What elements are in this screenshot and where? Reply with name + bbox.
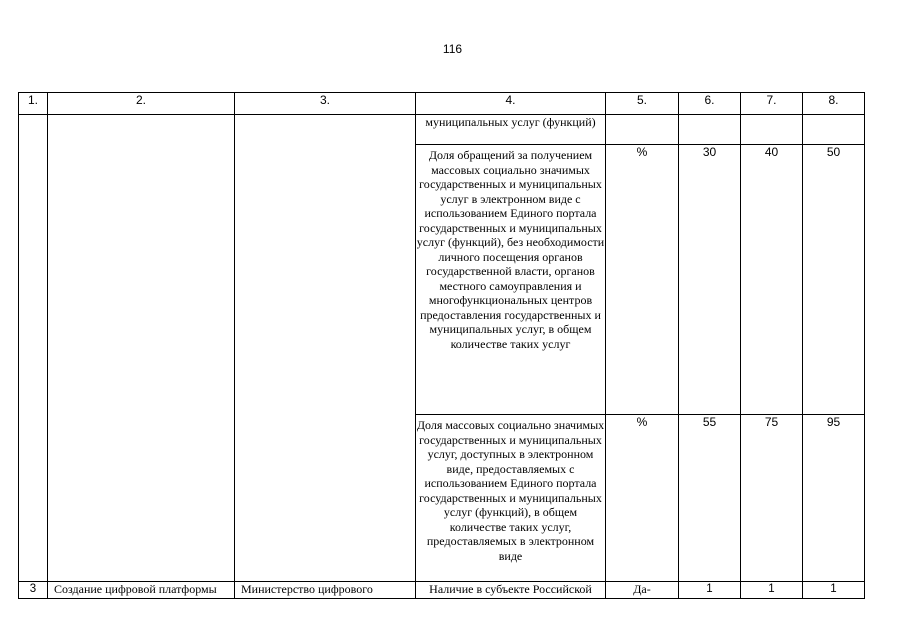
unit-cell: % bbox=[606, 145, 679, 415]
value-cell: 75 bbox=[741, 415, 803, 582]
value-cell bbox=[679, 115, 741, 145]
value-cell bbox=[803, 115, 865, 145]
value-cell: 1 bbox=[803, 582, 865, 599]
column-header: 6. bbox=[679, 93, 741, 115]
header-row bbox=[19, 93, 865, 115]
responsible-cell bbox=[235, 115, 416, 582]
column-header: 3. bbox=[235, 93, 416, 115]
value-cell: 1 bbox=[679, 582, 741, 599]
indicators-table bbox=[18, 92, 865, 599]
number-cell: 3 bbox=[19, 582, 48, 599]
column-header: 8. bbox=[803, 93, 865, 115]
value-cell bbox=[741, 115, 803, 145]
unit-cell: % bbox=[606, 415, 679, 582]
column-header: 5. bbox=[606, 93, 679, 115]
value-cell: 1 bbox=[741, 582, 803, 599]
column-header: 2. bbox=[48, 93, 235, 115]
unit-cell bbox=[606, 115, 679, 145]
value-cell: 40 bbox=[741, 145, 803, 415]
value-cell: 95 bbox=[803, 415, 865, 582]
table-row bbox=[19, 582, 865, 599]
number-cell bbox=[19, 115, 48, 582]
table-row bbox=[19, 115, 865, 145]
column-header: 4. bbox=[416, 93, 606, 115]
responsible-cell: Министерство цифрового bbox=[235, 582, 416, 599]
indicator-cell: муниципальных услуг (функций) bbox=[416, 115, 606, 145]
column-header: 7. bbox=[741, 93, 803, 115]
name-cell: Создание цифровой платформы bbox=[48, 582, 235, 599]
page-number: 116 bbox=[442, 42, 463, 56]
value-cell: 55 bbox=[679, 415, 741, 582]
indicator-cell: Доля обращений за получением массовых социально значимых государственных и муниципальных услуг в электронном виде с использованием Единого портала государственных и муниципальных услуг (функций), без необходимости личного посещения органов государственной власти, органов местного самоуправления и многофункциональных центров предоставления государственных и муниципальных услуг, в общем количестве таких услуг bbox=[416, 145, 606, 415]
name-cell bbox=[48, 115, 235, 582]
indicator-cell: Наличие в субъекте Российской bbox=[416, 582, 606, 599]
indicator-cell: Доля массовых социально значимых государственных и муниципальных услуг, доступных в электронном виде, предоставляемых с использованием Единого портала государственных и муниципальных услуг (функций), в общем количестве таких услуг, предоставляемых в электронном виде bbox=[416, 415, 606, 582]
unit-cell: Да- bbox=[606, 582, 679, 599]
value-cell: 30 bbox=[679, 145, 741, 415]
value-cell: 50 bbox=[803, 145, 865, 415]
column-header: 1. bbox=[19, 93, 48, 115]
